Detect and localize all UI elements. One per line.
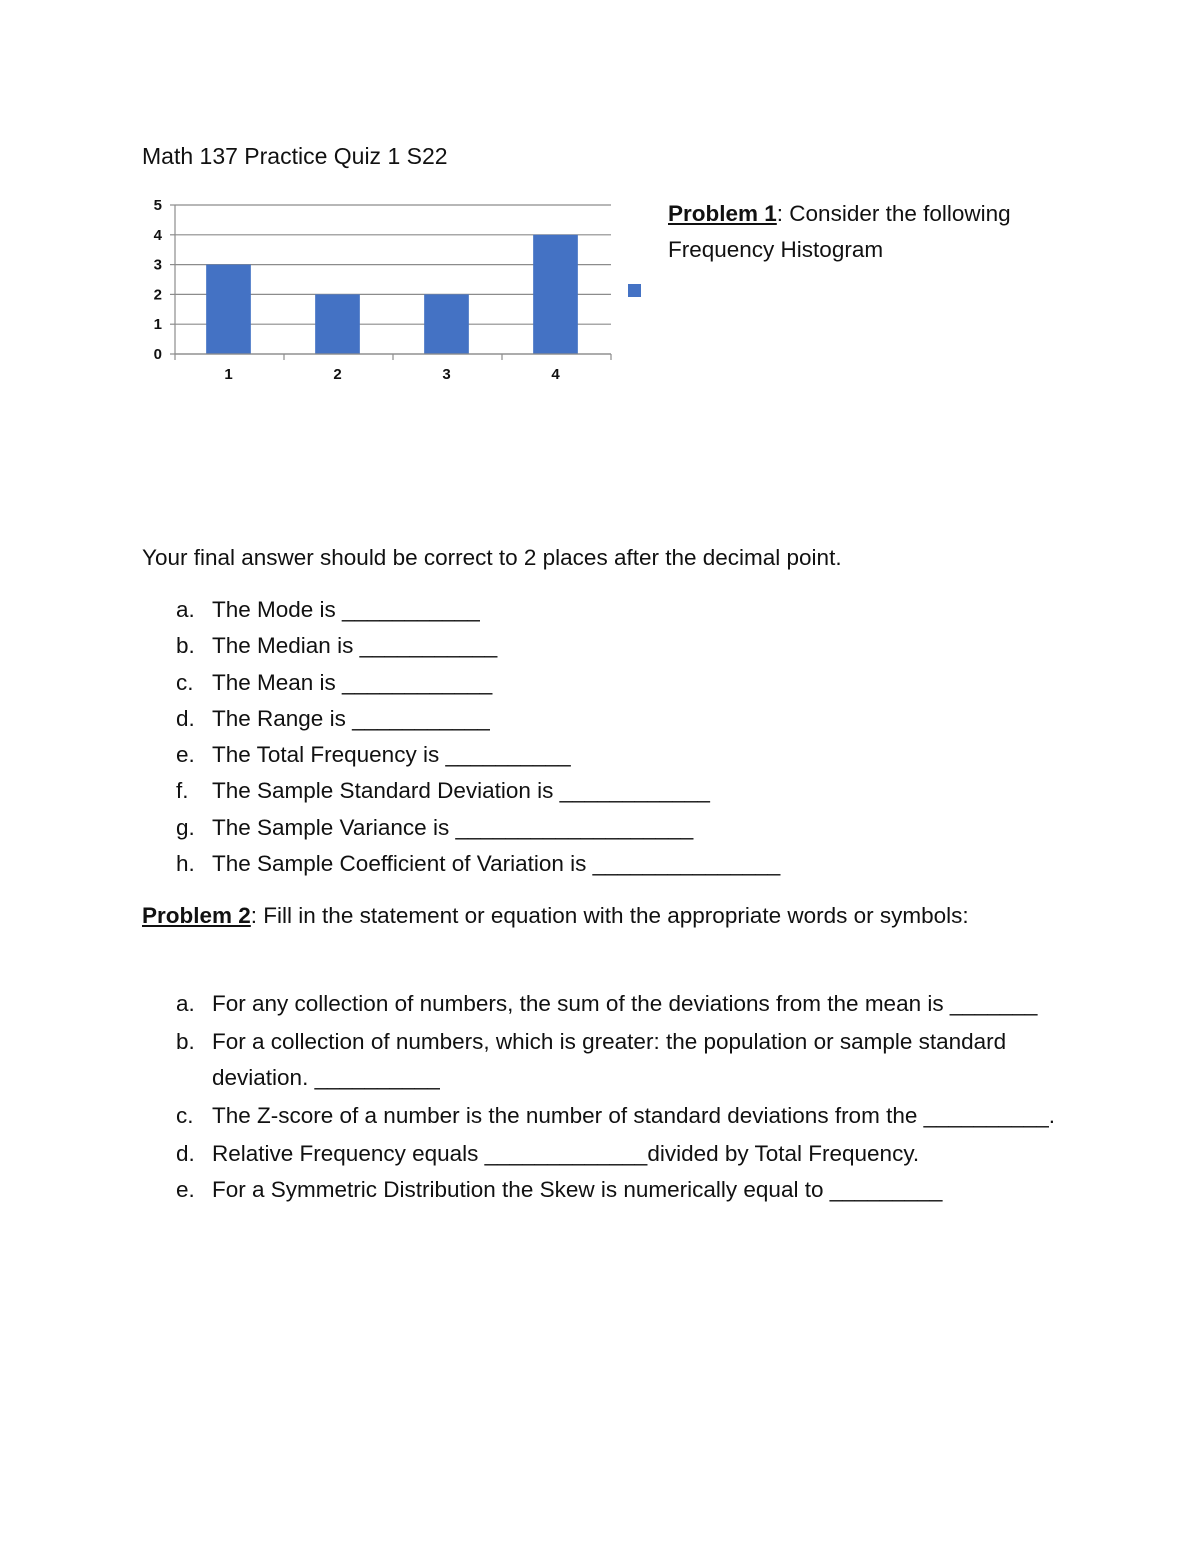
problem-1-questions <box>142 592 1142 882</box>
question-label: c. <box>176 669 194 695</box>
problem-1-text: : Consider the following Frequency Histogram <box>668 201 1011 262</box>
problem-2-text: : Fill in the statement or equation with the appropriate words or symbols: <box>250 903 969 928</box>
question-item <box>142 592 1142 628</box>
instruction-text: Your final answer should be correct to 2 places after the decimal point. <box>142 545 842 570</box>
problem-2-label: Problem 2 <box>142 903 251 928</box>
question-item <box>142 737 1142 773</box>
question-text: The Z-score of a number is the number of standard deviations from the __________. <box>212 1103 1055 1128</box>
question-item <box>142 810 1142 846</box>
y-tick-label: 1 <box>153 316 162 334</box>
question-label: e. <box>176 1177 195 1202</box>
x-tick-label: 1 <box>224 366 233 383</box>
problem-2-heading <box>142 898 1042 934</box>
question-item <box>142 986 1102 1022</box>
problem-2-questions <box>142 986 1102 1208</box>
y-tick-label: 3 <box>153 256 162 274</box>
problem-1-heading <box>668 196 1088 268</box>
bar <box>533 235 578 354</box>
question-text: The Mean is ____________ <box>212 669 493 695</box>
x-tick-label: 3 <box>442 366 451 383</box>
y-tick-label: 4 <box>153 226 162 244</box>
x-tick-label: 4 <box>551 366 560 383</box>
question-label: d. <box>176 1141 195 1166</box>
question-item <box>142 846 1142 882</box>
bar <box>424 294 469 354</box>
question-text: The Total Frequency is __________ <box>212 742 571 768</box>
question-item <box>142 628 1142 664</box>
question-label: a. <box>176 597 195 622</box>
bar <box>315 294 360 354</box>
question-label: h. <box>176 851 195 877</box>
question-text: For any collection of numbers, the sum of the deviations from the mean is _______ <box>212 991 1038 1016</box>
problem-1-label: Problem 1 <box>668 201 777 226</box>
y-tick-label: 2 <box>153 286 162 304</box>
question-text: For a collection of numbers, which is greater: the population or sample standard deviation. __________ <box>212 1029 1007 1090</box>
question-text: The Range is ___________ <box>212 705 490 731</box>
y-tick-label: 0 <box>153 346 162 363</box>
question-item <box>142 773 1142 809</box>
legend-swatch <box>628 284 641 297</box>
page-title: Math 137 Practice Quiz 1 S22 <box>142 143 448 169</box>
y-tick-label: 5 <box>153 197 162 214</box>
question-text: The Sample Coefficient of Variation is _______________ <box>212 851 781 877</box>
question-item <box>142 701 1142 737</box>
question-text: The Sample Variance is ___________________ <box>212 814 694 840</box>
question-text: Relative Frequency equals _____________divided by Total Frequency. <box>212 1141 920 1166</box>
question-label: b. <box>176 1029 195 1054</box>
x-tick-label: 2 <box>333 366 342 383</box>
question-item <box>142 1136 1102 1172</box>
question-item <box>142 1024 1102 1096</box>
question-label: d. <box>176 705 195 731</box>
question-label: c. <box>176 1103 194 1128</box>
question-label: g. <box>176 814 195 840</box>
question-label: e. <box>176 742 195 768</box>
question-text: The Median is ___________ <box>212 633 498 659</box>
question-item <box>142 1098 1102 1134</box>
bar <box>206 265 251 354</box>
question-text: The Mode is ___________ <box>212 597 480 622</box>
question-text: For a Symmetric Distribution the Skew is numerically equal to _________ <box>212 1177 943 1202</box>
question-label: b. <box>176 633 195 659</box>
frequency-histogram <box>140 190 660 390</box>
question-label: a. <box>176 991 195 1016</box>
question-item <box>142 1172 1102 1208</box>
question-text: The Sample Standard Deviation is ____________ <box>212 778 710 804</box>
question-item <box>142 665 1142 701</box>
question-label: f. <box>176 778 189 804</box>
